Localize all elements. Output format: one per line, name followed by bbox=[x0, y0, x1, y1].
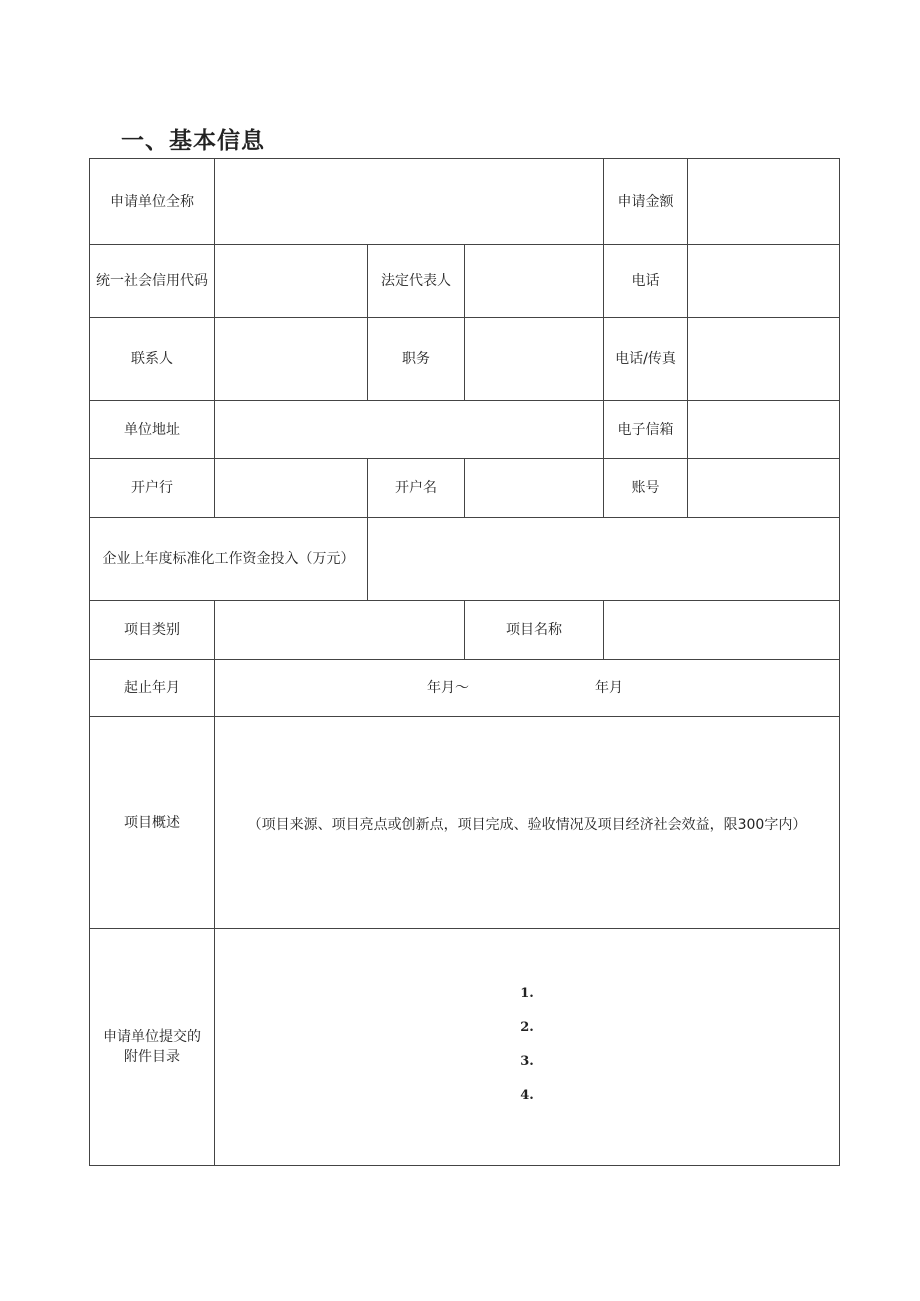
project-name-label: 项目名称 bbox=[465, 601, 604, 660]
row-attachments bbox=[90, 929, 840, 1166]
attachment-item-3[interactable]: 3. bbox=[520, 1054, 534, 1069]
credit-code-label: 统一社会信用代码 bbox=[90, 245, 215, 318]
email-field[interactable] bbox=[688, 401, 840, 459]
section-heading: 一、基本信息 bbox=[121, 128, 265, 154]
basic-info-table bbox=[89, 158, 840, 1166]
row-summary bbox=[90, 717, 840, 929]
investment-label: 企业上年度标准化工作资金投入（万元） bbox=[90, 518, 368, 601]
project-name-field[interactable] bbox=[604, 601, 840, 660]
phone-field[interactable] bbox=[688, 245, 840, 318]
email-label: 电子信箱 bbox=[604, 401, 688, 459]
row-credit-code bbox=[90, 245, 840, 318]
row-contact bbox=[90, 318, 840, 401]
row-applicant bbox=[90, 159, 840, 245]
address-label: 单位地址 bbox=[90, 401, 215, 459]
credit-code-field[interactable] bbox=[215, 245, 368, 318]
investment-field[interactable] bbox=[368, 518, 840, 601]
attachment-item-1[interactable]: 1. bbox=[520, 986, 534, 1001]
period-start-text: 年月～ bbox=[427, 680, 469, 696]
position-field[interactable] bbox=[465, 318, 604, 401]
contact-label: 联系人 bbox=[90, 318, 215, 401]
phone-fax-field[interactable] bbox=[688, 318, 840, 401]
amount-label: 申请金额 bbox=[604, 159, 688, 245]
account-name-label: 开户名 bbox=[368, 459, 465, 518]
project-type-label: 项目类别 bbox=[90, 601, 215, 660]
summary-note: （项目来源、项目亮点或创新点，项目完成、验收情况及项目经济社会效益，限300字内） bbox=[247, 816, 807, 833]
row-period bbox=[90, 660, 840, 717]
bank-field[interactable] bbox=[215, 459, 368, 518]
legal-rep-field[interactable] bbox=[465, 245, 604, 318]
attachments-list bbox=[219, 984, 835, 1120]
period-field[interactable] bbox=[215, 660, 840, 717]
attachments-field[interactable] bbox=[215, 929, 840, 1166]
summary-label: 项目概述 bbox=[90, 717, 215, 929]
address-field[interactable] bbox=[215, 401, 604, 459]
period-end-text: 年月 bbox=[595, 680, 623, 696]
summary-field[interactable] bbox=[215, 717, 840, 929]
project-type-field[interactable] bbox=[215, 601, 465, 660]
phone-label: 电话 bbox=[604, 245, 688, 318]
attachment-item-2[interactable]: 2. bbox=[520, 1020, 534, 1035]
legal-rep-label: 法定代表人 bbox=[368, 245, 465, 318]
attachments-label: 申请单位提交的附件目录 bbox=[90, 929, 215, 1166]
position-label: 职务 bbox=[368, 318, 465, 401]
attachment-item-4[interactable]: 4. bbox=[520, 1088, 534, 1103]
row-bank bbox=[90, 459, 840, 518]
period-label: 起止年月 bbox=[90, 660, 215, 717]
account-name-field[interactable] bbox=[465, 459, 604, 518]
account-no-label: 账号 bbox=[604, 459, 688, 518]
phone-fax-label: 电话/传真 bbox=[604, 318, 688, 401]
row-project-type bbox=[90, 601, 840, 660]
applicant-name-label: 申请单位全称 bbox=[90, 159, 215, 245]
account-no-field[interactable] bbox=[688, 459, 840, 518]
contact-field[interactable] bbox=[215, 318, 368, 401]
amount-field[interactable] bbox=[688, 159, 840, 245]
applicant-name-field[interactable] bbox=[215, 159, 604, 245]
bank-label: 开户行 bbox=[90, 459, 215, 518]
row-investment bbox=[90, 518, 840, 601]
row-address bbox=[90, 401, 840, 459]
